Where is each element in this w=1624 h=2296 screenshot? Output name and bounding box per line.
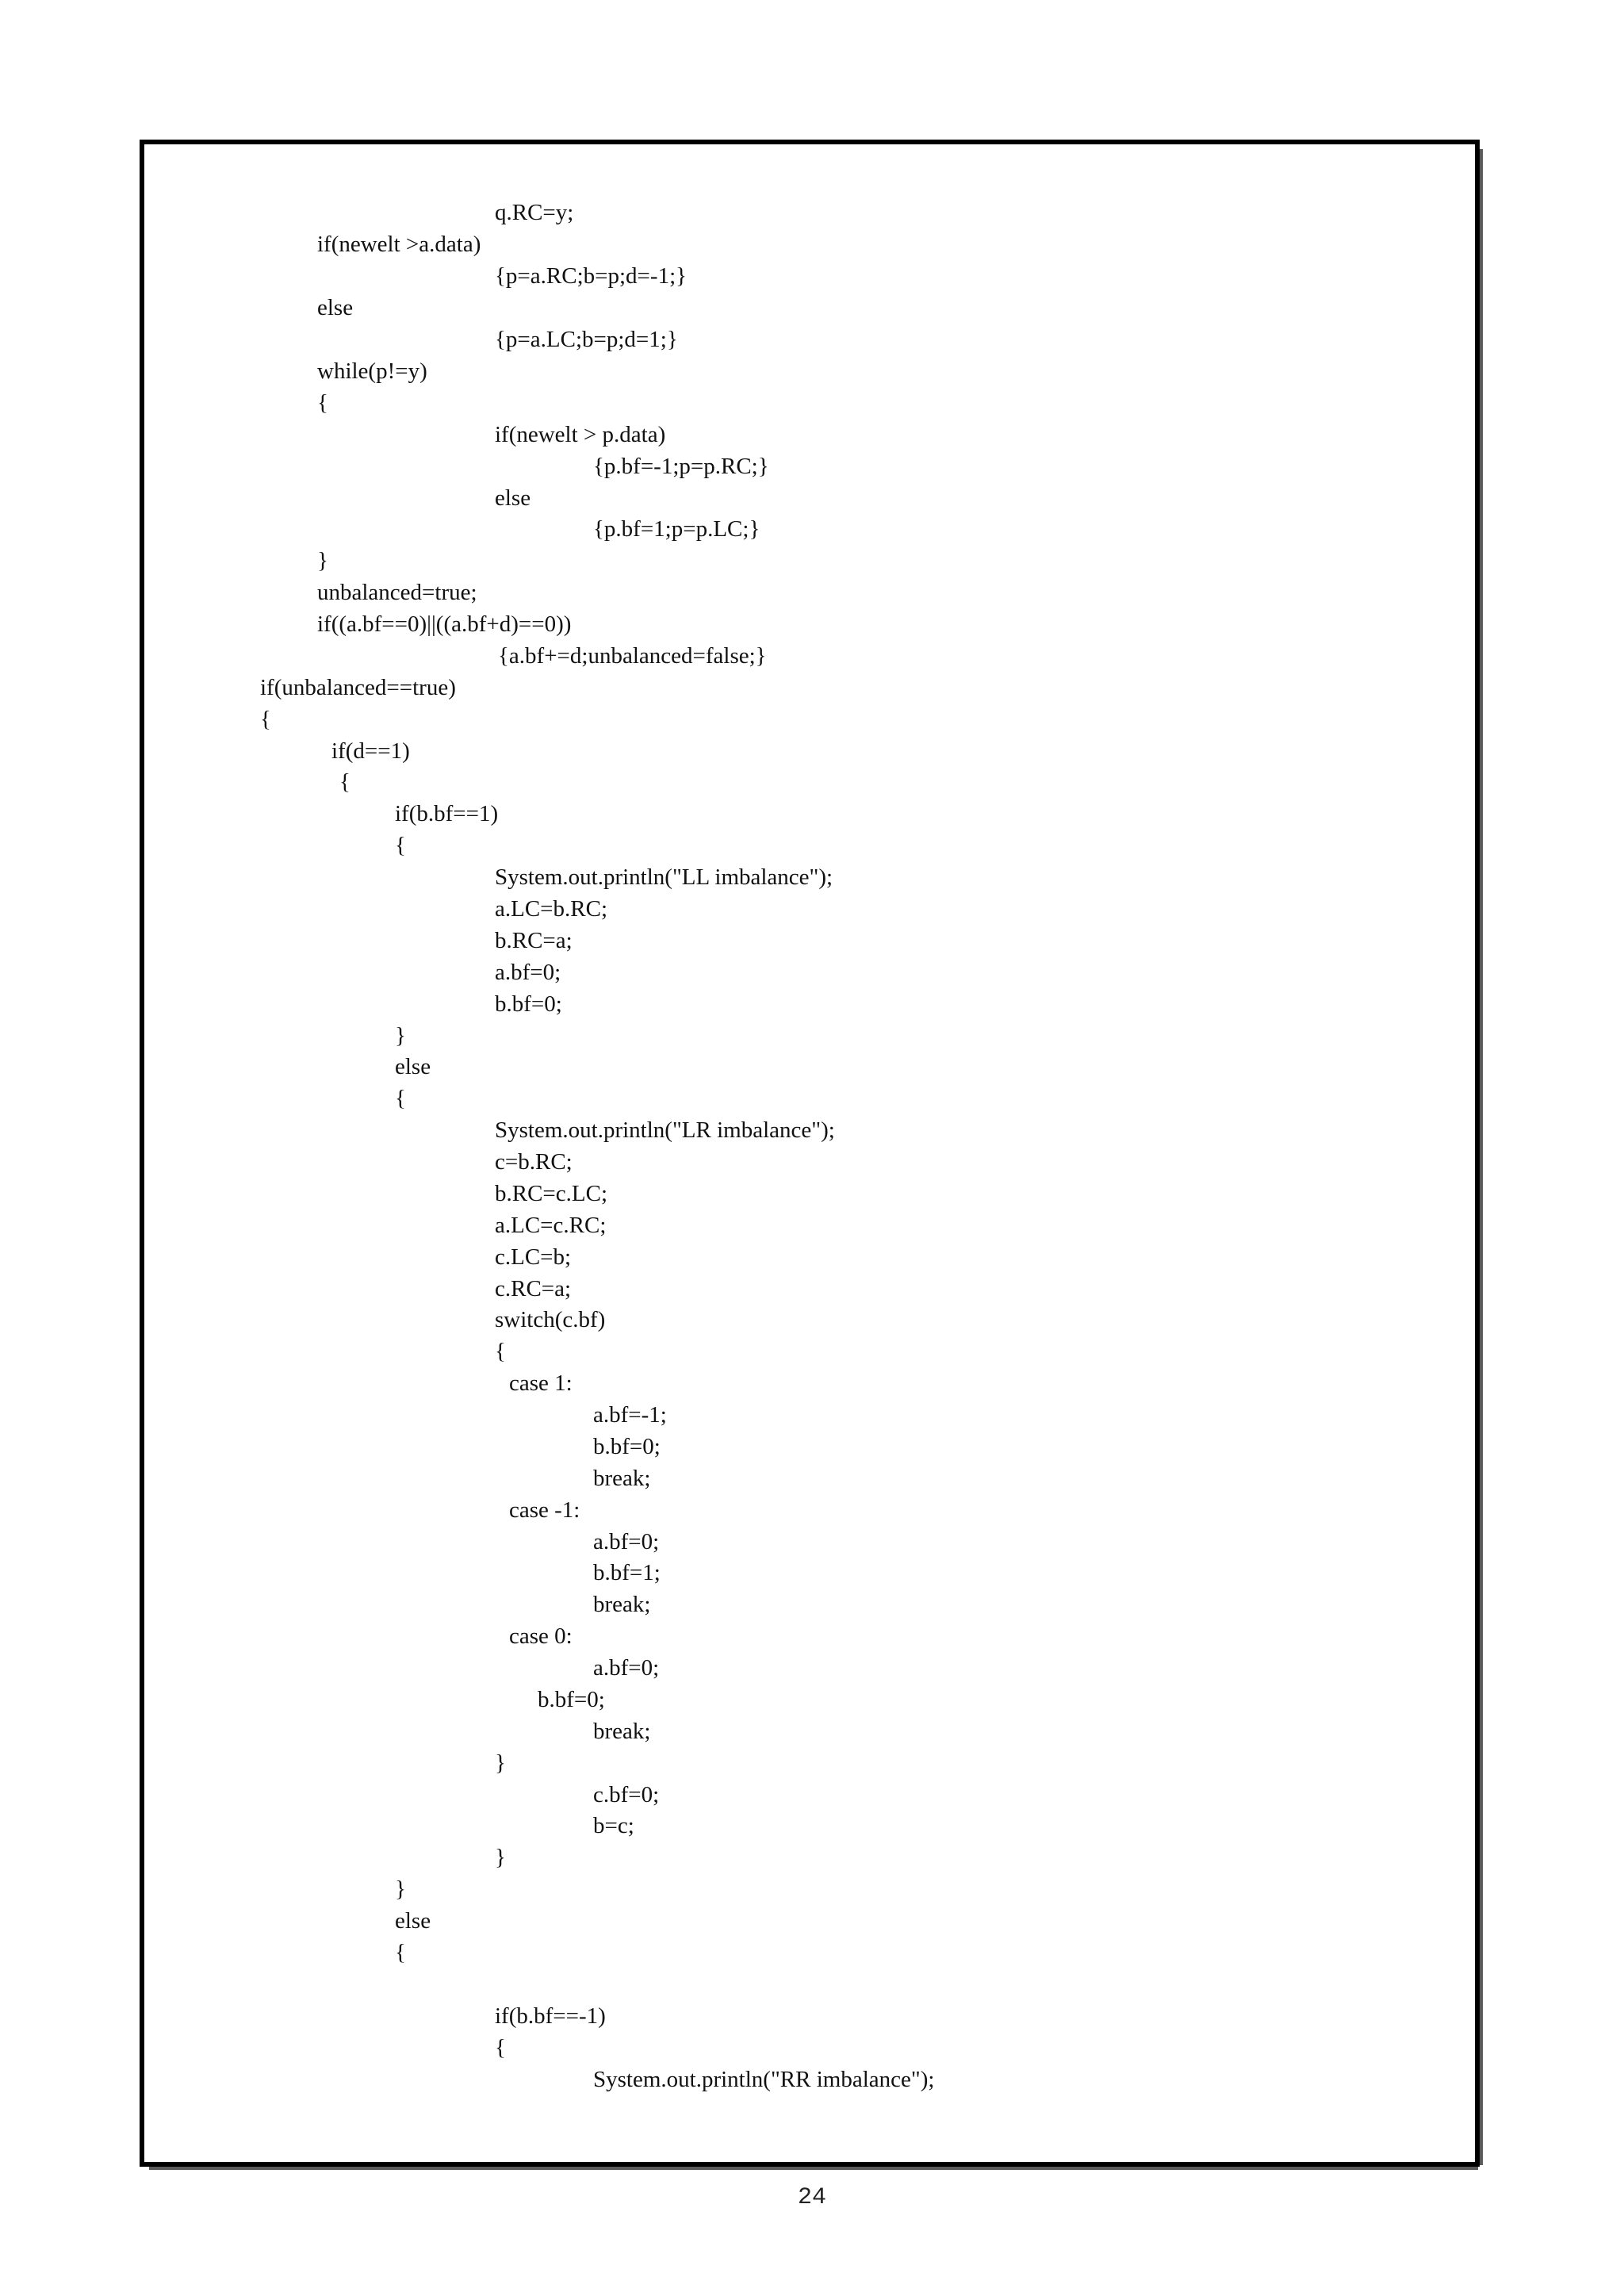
code-line: break; [593, 1592, 651, 1617]
code-line: { [339, 769, 350, 795]
code-line: c=b.RC; [495, 1149, 573, 1175]
code-line: else [317, 295, 354, 320]
code-line: { [495, 1339, 506, 1364]
code-line: a.bf=-1; [593, 1402, 667, 1428]
code-line: { [260, 707, 271, 732]
code-line: b.bf=1; [593, 1560, 661, 1585]
code-line: { [395, 833, 406, 858]
code-line: } [317, 548, 328, 573]
code-line: System.out.println("RR imbalance"); [593, 2067, 935, 2092]
code-line: b.bf=0; [495, 991, 562, 1017]
code-line: b.RC=a; [495, 928, 573, 953]
code-line: else [395, 1908, 431, 1934]
code-line: if(b.bf==1) [395, 801, 499, 826]
page-border-frame [140, 140, 1480, 2167]
code-line: if((a.bf==0)||((a.bf+d)==0)) [317, 611, 572, 637]
page-number: 24 [797, 2184, 826, 2211]
code-line: b.bf=0; [538, 1687, 605, 1712]
code-line: b=c; [593, 1813, 634, 1838]
code-line: break; [593, 1719, 651, 1744]
code-line: { [317, 390, 328, 416]
code-line: c.RC=a; [495, 1276, 572, 1301]
code-line: q.RC=y; [495, 200, 574, 225]
code-line: c.LC=b; [495, 1244, 572, 1270]
code-line: if(b.bf==-1) [495, 2003, 606, 2029]
code-line: } [395, 1876, 406, 1902]
code-line: switch(c.bf) [495, 1307, 606, 1332]
code-line: break; [593, 1466, 651, 1491]
code-line: a.LC=c.RC; [495, 1213, 607, 1238]
code-line: {p.bf=1;p=p.LC;} [593, 516, 760, 542]
code-line: b.bf=0; [593, 1434, 661, 1459]
code-line: case -1: [509, 1497, 580, 1523]
code-line: System.out.println("LL imbalance"); [495, 864, 833, 890]
code-line: {a.bf+=d;unbalanced=false;} [498, 643, 767, 669]
code-line: a.LC=b.RC; [495, 896, 608, 922]
code-line: case 0: [509, 1623, 573, 1649]
code-line: System.out.println("LR imbalance"); [495, 1117, 835, 1143]
code-line: a.bf=0; [495, 960, 561, 985]
code-line: if(newelt > p.data) [495, 422, 666, 447]
code-line: unbalanced=true; [317, 580, 477, 605]
code-line: else [495, 485, 531, 511]
code-line: while(p!=y) [317, 358, 427, 384]
code-line: { [395, 1086, 406, 1111]
code-line: a.bf=0; [593, 1655, 660, 1681]
code-line: { [395, 1940, 406, 1965]
code-line: c.bf=0; [593, 1782, 660, 1807]
code-line: a.bf=0; [593, 1529, 660, 1554]
code-line: } [495, 1750, 506, 1776]
code-line: {p=a.LC;b=p;d=1;} [495, 327, 678, 352]
code-line: if(newelt >a.data) [317, 232, 481, 257]
code-line: } [395, 1023, 406, 1048]
code-line: } [495, 1845, 506, 1870]
code-line: if(unbalanced==true) [260, 675, 456, 700]
code-line: {p=a.RC;b=p;d=-1;} [495, 263, 688, 289]
code-line: {p.bf=-1;p=p.RC;} [593, 454, 769, 479]
code-line: else [395, 1054, 431, 1079]
code-line: b.RC=c.LC; [495, 1181, 608, 1206]
code-line: case 1: [509, 1370, 573, 1396]
code-line: { [495, 2035, 506, 2060]
code-line: if(d==1) [331, 738, 410, 764]
